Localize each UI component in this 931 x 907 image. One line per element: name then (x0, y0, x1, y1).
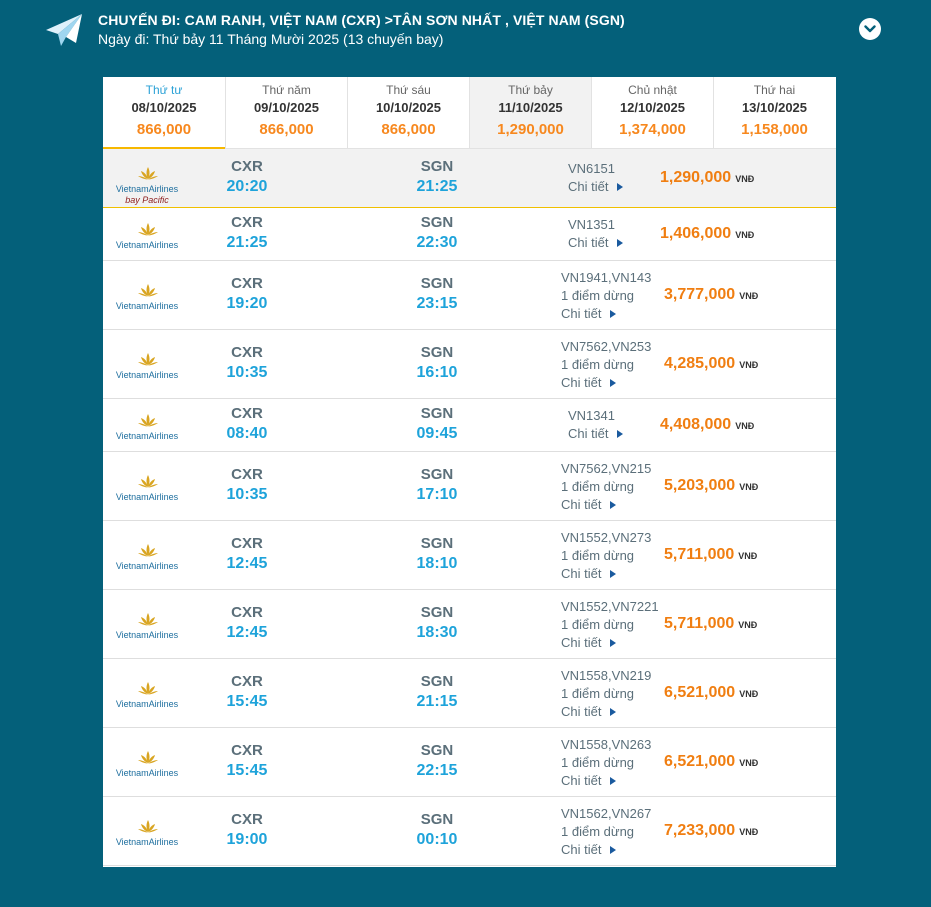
departure-time: 19:20 (226, 294, 268, 312)
fare-price (664, 753, 758, 771)
detail-link[interactable] (568, 235, 623, 250)
date-tab-date: 12/10/2025 (619, 100, 686, 115)
destination-code: SGN (420, 810, 454, 828)
triangle-right-icon (610, 639, 616, 647)
date-tab-price: 1,374,000 (619, 121, 686, 138)
airline-name: VietnamAirlines (115, 239, 179, 250)
arrival-time: 21:15 (416, 692, 458, 710)
date-tab-weekday: Thứ bảy (508, 83, 553, 97)
fare-price (664, 546, 757, 564)
date-tab-weekday: Chủ nhật (628, 83, 677, 97)
flight-row[interactable] (103, 208, 836, 261)
date-tab-0[interactable] (103, 77, 225, 148)
detail-link[interactable] (561, 773, 616, 788)
airline-name: VietnamAirlines (115, 300, 179, 311)
origin-code: CXR (231, 534, 263, 552)
departure-time: 12:45 (226, 554, 268, 572)
date-tab-price: 1,158,000 (741, 121, 808, 138)
currency-label: VNĐ (739, 757, 759, 768)
flight-number: VN1562,VN267 (561, 805, 652, 821)
destination-code: SGN (420, 274, 454, 292)
currency-label: VNĐ (735, 173, 755, 184)
departure-time: 19:00 (226, 830, 268, 848)
fare-price (664, 615, 757, 633)
detail-label: Chi tiết (561, 305, 602, 321)
airline-name: VietnamAirlines (115, 836, 179, 847)
currency-label: VNĐ (738, 550, 758, 561)
flight-number: VN1558,VN219 (561, 667, 652, 683)
detail-link[interactable] (561, 704, 616, 719)
stop-count: 1 điểm dừng (561, 616, 635, 632)
airline-name: VietnamAirlines (115, 767, 179, 778)
departure-time: 08:40 (226, 424, 268, 442)
detail-label: Chi tiết (561, 565, 602, 581)
detail-label: Chi tiết (561, 496, 602, 512)
stop-count: 1 điểm dừng (561, 754, 635, 770)
departure-time: 20:20 (226, 177, 268, 195)
triangle-right-icon (610, 379, 616, 387)
arrival-time: 18:10 (416, 554, 458, 572)
airline-name: VietnamAirlines (115, 560, 179, 571)
arrival-time: 16:10 (416, 363, 458, 381)
fare-price (660, 225, 754, 243)
destination-code: SGN (420, 741, 454, 759)
origin-code: CXR (231, 603, 263, 621)
airline-name: VietnamAirlines (115, 430, 179, 441)
date-tab-price: 1,290,000 (497, 121, 564, 138)
flight-number: VN7562,VN253 (561, 338, 652, 354)
fare-amount: 3,777,000 (664, 285, 736, 303)
fare-price (660, 169, 754, 187)
arrival-time: 23:15 (416, 294, 458, 312)
fare-amount: 4,285,000 (664, 354, 736, 372)
origin-code: CXR (231, 404, 263, 422)
airline-logo (109, 543, 185, 583)
flight-row[interactable] (103, 149, 836, 208)
arrival-time: 09:45 (416, 424, 458, 442)
stop-count: 1 điểm dừng (561, 685, 635, 701)
date-tab-date: 10/10/2025 (375, 100, 442, 115)
airline-logo (109, 166, 185, 206)
currency-label: VNĐ (735, 229, 755, 240)
airline-logo (109, 612, 185, 652)
origin-code: CXR (231, 157, 263, 175)
detail-label: Chi tiết (561, 374, 602, 390)
fare-price (660, 416, 754, 434)
date-tab-date: 11/10/2025 (498, 100, 563, 115)
route-title: CHUYẾN ĐI: CAM RANH, VIỆT NAM (CXR) >TÂN SƠN NHẤT , VIỆT NAM (SGN) (98, 12, 625, 28)
date-tab-date: 09/10/2025 (253, 100, 320, 115)
date-selector (103, 77, 836, 149)
currency-label: VNĐ (738, 619, 758, 630)
detail-link[interactable] (561, 375, 616, 390)
collapse-button[interactable] (859, 18, 881, 40)
origin-code: CXR (231, 672, 263, 690)
airline-logo (109, 681, 185, 721)
stop-count: 1 điểm dừng (561, 823, 635, 839)
airline-name: VietnamAirlines (115, 183, 179, 194)
partner-label: bay Pacific (125, 194, 169, 205)
detail-link[interactable] (561, 566, 616, 581)
detail-label: Chi tiết (568, 234, 609, 250)
airline-logo (109, 750, 185, 790)
flight-row[interactable] (103, 452, 836, 521)
flight-number: VN1351 (568, 216, 615, 232)
flight-results-panel (103, 77, 836, 867)
stop-count: 1 điểm dừng (561, 356, 635, 372)
fare-amount: 1,406,000 (660, 224, 732, 242)
airline-logo (109, 819, 185, 859)
fare-amount: 1,290,000 (660, 168, 732, 186)
flight-number: VN1558,VN263 (561, 736, 652, 752)
detail-label: Chi tiết (568, 425, 609, 441)
flight-row[interactable] (103, 659, 836, 728)
chevron-down-icon (864, 24, 876, 34)
destination-code: SGN (420, 213, 454, 231)
arrival-time: 21:25 (416, 177, 458, 195)
fare-price (664, 822, 758, 840)
arrival-time: 18:30 (416, 623, 458, 641)
stop-count: 1 điểm dừng (561, 478, 635, 494)
departure-time: 15:45 (226, 692, 268, 710)
origin-code: CXR (231, 343, 263, 361)
flight-number: VN1941,VN143 (561, 269, 652, 285)
flight-row[interactable] (103, 590, 836, 659)
triangle-right-icon (617, 183, 623, 191)
fare-amount: 7,233,000 (664, 821, 736, 839)
airline-name: VietnamAirlines (115, 369, 179, 380)
trip-header (0, 0, 931, 70)
triangle-right-icon (610, 777, 616, 785)
date-tab-3-selected[interactable] (469, 77, 591, 148)
currency-label: VNĐ (739, 481, 759, 492)
currency-label: VNĐ (735, 420, 755, 431)
detail-link[interactable] (561, 497, 616, 512)
date-tab-weekday: Thứ sáu (386, 83, 431, 97)
detail-label: Chi tiết (561, 634, 602, 650)
detail-link[interactable] (568, 426, 623, 441)
date-tab-weekday: Thứ năm (262, 83, 311, 97)
destination-code: SGN (420, 404, 454, 422)
departure-time: 10:35 (226, 485, 268, 503)
departure-time: 12:45 (226, 623, 268, 641)
fare-amount: 6,521,000 (664, 683, 736, 701)
triangle-right-icon (610, 501, 616, 509)
arrival-time: 17:10 (416, 485, 458, 503)
date-tab-1[interactable] (225, 77, 347, 148)
triangle-right-icon (610, 846, 616, 854)
arrival-time: 22:30 (416, 233, 458, 251)
detail-link[interactable] (568, 179, 623, 194)
destination-code: SGN (420, 672, 454, 690)
destination-code: SGN (420, 465, 454, 483)
flight-row[interactable] (103, 261, 836, 330)
flight-row[interactable] (103, 330, 836, 399)
date-tab-price: 866,000 (381, 121, 436, 138)
flight-number: VN7562,VN215 (561, 460, 652, 476)
fare-price (664, 355, 758, 373)
flight-row[interactable] (103, 728, 836, 797)
detail-label: Chi tiết (561, 772, 602, 788)
detail-label: Chi tiết (561, 841, 602, 857)
departure-time: 10:35 (226, 363, 268, 381)
flight-number: VN1341 (568, 407, 615, 423)
departure-date-summary: Ngày đi: Thứ bảy 11 Tháng Mười 2025 (13 chuyến bay) (98, 31, 444, 47)
fare-price (664, 684, 758, 702)
flight-row[interactable] (103, 797, 836, 866)
flight-number: VN6151 (568, 160, 615, 176)
detail-link[interactable] (561, 842, 616, 857)
flight-number: VN1552,VN7221 (561, 598, 659, 614)
date-tab-weekday: Thứ hai (753, 83, 796, 97)
date-tab-2[interactable] (347, 77, 469, 148)
origin-code: CXR (231, 213, 263, 231)
fare-amount: 5,711,000 (664, 545, 735, 563)
currency-label: VNĐ (739, 359, 759, 370)
date-tab-5[interactable] (713, 77, 835, 148)
origin-code: CXR (231, 810, 263, 828)
arrival-time: 00:10 (416, 830, 458, 848)
destination-code: SGN (420, 534, 454, 552)
fare-amount: 5,711,000 (664, 614, 735, 632)
fare-price (664, 477, 758, 495)
date-tab-weekday: Thứ tư (145, 83, 183, 97)
destination-code: SGN (420, 343, 454, 361)
detail-label: Chi tiết (568, 178, 609, 194)
departure-time: 15:45 (226, 761, 268, 779)
date-tab-date: 08/10/2025 (131, 100, 197, 115)
paper-plane-icon (44, 12, 84, 48)
destination-code: SGN (420, 157, 454, 175)
currency-label: VNĐ (739, 826, 759, 837)
fare-amount: 6,521,000 (664, 752, 736, 770)
date-tab-4[interactable] (591, 77, 713, 148)
triangle-right-icon (610, 570, 616, 578)
detail-label: Chi tiết (561, 703, 602, 719)
airline-name: VietnamAirlines (115, 629, 179, 640)
triangle-right-icon (617, 239, 623, 247)
triangle-right-icon (617, 430, 623, 438)
triangle-right-icon (610, 310, 616, 318)
flight-row[interactable] (103, 399, 836, 452)
airline-logo (109, 413, 185, 453)
flight-row[interactable] (103, 521, 836, 590)
flight-number: VN1552,VN273 (561, 529, 652, 545)
fare-price (664, 286, 758, 304)
origin-code: CXR (231, 274, 263, 292)
airline-name: VietnamAirlines (115, 698, 179, 709)
stop-count: 1 điểm dừng (561, 547, 635, 563)
stop-count: 1 điểm dừng (561, 287, 635, 303)
airline-logo (109, 222, 185, 262)
airline-logo (109, 352, 185, 392)
triangle-right-icon (610, 708, 616, 716)
detail-link[interactable] (561, 306, 616, 321)
airline-name: VietnamAirlines (115, 491, 179, 502)
origin-code: CXR (231, 741, 263, 759)
fare-amount: 4,408,000 (660, 415, 732, 433)
origin-code: CXR (231, 465, 263, 483)
date-tab-date: 13/10/2025 (741, 100, 808, 115)
currency-label: VNĐ (739, 688, 759, 699)
airline-logo (109, 474, 185, 514)
destination-code: SGN (420, 603, 454, 621)
date-tab-price: 866,000 (259, 121, 314, 138)
fare-amount: 5,203,000 (664, 476, 736, 494)
date-tab-price: 866,000 (136, 121, 192, 138)
departure-time: 21:25 (226, 233, 268, 251)
detail-link[interactable] (561, 635, 616, 650)
airline-logo (109, 283, 185, 323)
arrival-time: 22:15 (416, 761, 458, 779)
currency-label: VNĐ (739, 290, 759, 301)
